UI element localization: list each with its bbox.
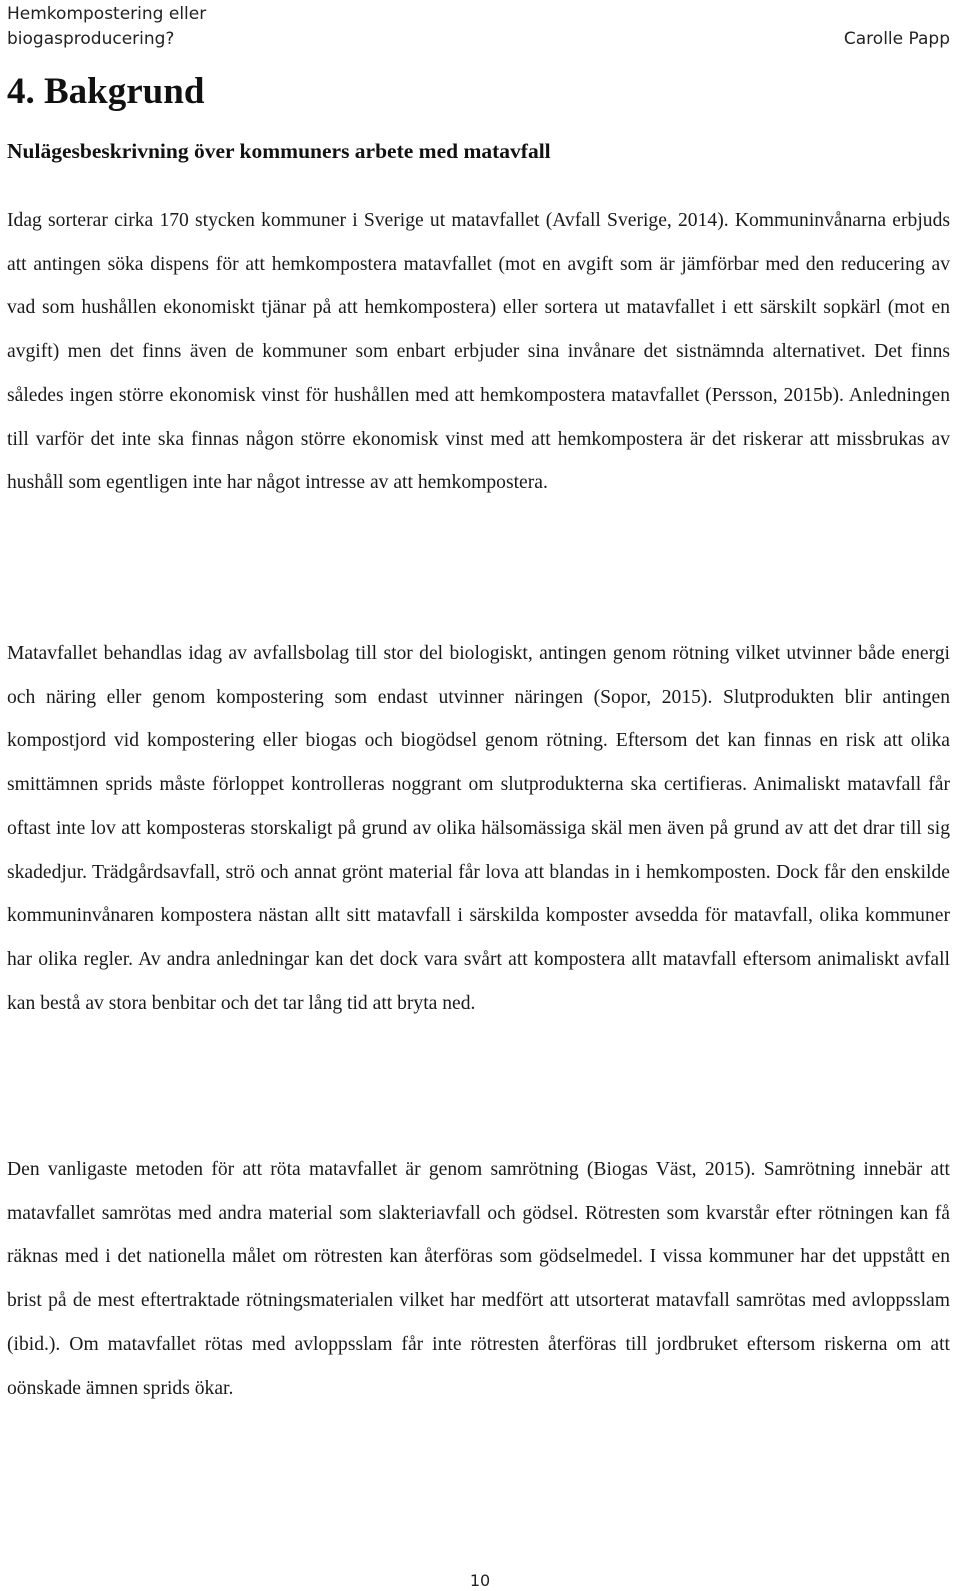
page-number: 10 (469, 1571, 491, 1590)
paragraph-1: Idag sorterar cirka 170 stycken kommuner i Sverige ut matavfallet (Avfall Sverige, 2014). Kommuninvånarna erbjuds att antingen söka dispens för att hemkompostera matavfallet (mot en avgift som är jämförbar med den reducering av vad som hushållen ekonomiskt tjänar på att hemkompostera) eller sortera ut matavfallet i ett särskilt sopkärl (mot en avgift) men det finns även de kommuner som enbart erbjuder sina invånare det sistnämnda alternativet. Det finns således ingen större ekonomisk vinst för hushållen med att hemkompostera matavfallet (Persson, 2015b). Anledningen till varför det inte ska finnas någon större ekonomisk vinst med att hemkompostera är det riskerar att missbrukas av hushåll som egentligen inte har något intresse av att hemkompostera. (7, 210, 950, 494)
paragraph-2: Matavfallet behandlas idag av avfallsbolag till stor del biologiskt, antingen genom rötning vilket utvinner både energi och näring eller genom kompostering som endast utvinner näringen (Sopor, 2015). Slutprodukten blir antingen kompostjord vid kompostering eller biogas och biogödsel genom rötning. Eftersom det kan finnas en risk att olika smittämnen sprids måste förloppet kontrolleras noggrant om slutprodukterna ska certifieras. Animaliskt matavfall får oftast inte lov att komposteras storskaligt på grund av olika hälsomässiga skäl men även på grund av att det drar till sig skadedjur. Trädgårdsavfall, strö och annat grönt material får lova att blandas in i hemkomposten. Dock får den enskilde kommuninvånaren kompostera nästan allt sitt matavfall i särskilda komposter avsedda för matavfall, olika kommuner har olika regler. Av andra anledningar kan det dock vara svårt att kompostera allt matavfall eftersom animaliskt avfall kan bestå av stora benbitar och det tar lång tid att bryta ned. (7, 643, 950, 1014)
section-heading: 4. Bakgrund (7, 71, 205, 112)
paragraph-3: Den vanligaste metoden för att röta matavfallet är genom samrötning (Biogas Väst, 2015). Samrötning innebär att matavfallet samrötas med andra material som slakteriavfall och gödsel. Rötresten som kvarstår efter rötningen kan få räknas med i det nationella målet om rötresten kan återföras som gödselmedel. I vissa kommuner har det uppstått en brist på de mest eftertraktade rötningsmaterialen vilket har medfört att utsorterat matavfall samrötas med avloppsslam (ibid.). Om matavfallet rötas med avloppsslam får inte rötresten återföras till jordbruket eftersom riskerna om att oönskade ämnen sprids ökar. (7, 1159, 950, 1399)
header-document-title: Hemkompostering eller biogasproducering? (7, 4, 207, 49)
header-author: Carolle Papp (843, 29, 950, 49)
running-header (7, 0, 950, 56)
sub-heading: Nulägesbeskrivning över kommuners arbete med matavfall (7, 139, 551, 163)
